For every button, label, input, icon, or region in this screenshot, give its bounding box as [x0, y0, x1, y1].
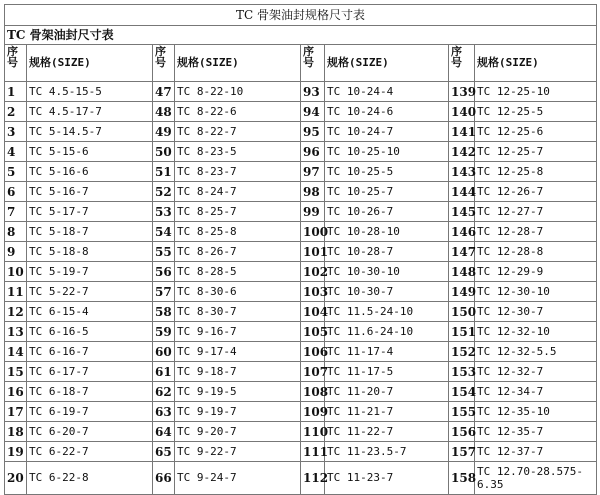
- table-row: [5, 182, 597, 202]
- seq-number: 64: [153, 422, 175, 442]
- header-seq: 序号: [5, 45, 27, 82]
- seq-number: 96: [301, 142, 325, 162]
- size-value: TC 5-22-7: [27, 282, 153, 302]
- table-row: [5, 302, 597, 322]
- seq-number: 142: [449, 142, 475, 162]
- seq-number: 13: [5, 322, 27, 342]
- seq-number: 95: [301, 122, 325, 142]
- table-body: [5, 82, 597, 495]
- size-value: TC 8-22-6: [175, 102, 301, 122]
- size-value: TC 5-14.5-7: [27, 122, 153, 142]
- size-value: TC 10-25-5: [325, 162, 449, 182]
- size-value: TC 12-32-5.5: [475, 342, 597, 362]
- seq-number: 14: [5, 342, 27, 362]
- header-size: 规格(SIZE): [175, 45, 301, 82]
- seq-number: 145: [449, 202, 475, 222]
- seq-number: 107: [301, 362, 325, 382]
- seq-number: 63: [153, 402, 175, 422]
- size-value: TC 4.5-15-5: [27, 82, 153, 102]
- seq-number: 3: [5, 122, 27, 142]
- seq-number: 154: [449, 382, 475, 402]
- size-value: TC 5-18-7: [27, 222, 153, 242]
- size-value: TC 5-18-8: [27, 242, 153, 262]
- seq-number: 66: [153, 462, 175, 495]
- size-value: TC 6-16-7: [27, 342, 153, 362]
- seq-number: 144: [449, 182, 475, 202]
- seq-number: 147: [449, 242, 475, 262]
- seq-number: 146: [449, 222, 475, 242]
- size-value: TC 10-26-7: [325, 202, 449, 222]
- seq-number: 11: [5, 282, 27, 302]
- size-value: TC 8-28-5: [175, 262, 301, 282]
- table-row: [5, 162, 597, 182]
- size-value: TC 9-19-5: [175, 382, 301, 402]
- table-row: [5, 222, 597, 242]
- size-value: TC 12-28-7: [475, 222, 597, 242]
- size-value: TC 12-30-7: [475, 302, 597, 322]
- seq-number: 108: [301, 382, 325, 402]
- table-row: [5, 322, 597, 342]
- size-value: TC 12-35-10: [475, 402, 597, 422]
- table-row: [5, 102, 597, 122]
- size-value: TC 12-25-10: [475, 82, 597, 102]
- size-value: TC 8-30-6: [175, 282, 301, 302]
- size-value: TC 11.5-24-10: [325, 302, 449, 322]
- seq-number: 155: [449, 402, 475, 422]
- size-value: TC 5-15-6: [27, 142, 153, 162]
- seq-number: 94: [301, 102, 325, 122]
- seq-number: 139: [449, 82, 475, 102]
- size-value: TC 9-18-7: [175, 362, 301, 382]
- seq-number: 48: [153, 102, 175, 122]
- size-value: TC 10-30-7: [325, 282, 449, 302]
- seq-number: 7: [5, 202, 27, 222]
- seq-number: 65: [153, 442, 175, 462]
- size-value: TC 12-30-10: [475, 282, 597, 302]
- seq-number: 110: [301, 422, 325, 442]
- seq-number: 111: [301, 442, 325, 462]
- size-value: TC 8-30-7: [175, 302, 301, 322]
- size-value: TC 5-17-7: [27, 202, 153, 222]
- header-seq: 序号: [153, 45, 175, 82]
- size-value: TC 6-16-5: [27, 322, 153, 342]
- size-value: TC 11-17-5: [325, 362, 449, 382]
- size-value: TC 12.70-28.575-6.35: [475, 462, 597, 495]
- seq-number: 4: [5, 142, 27, 162]
- size-value: TC 12-32-10: [475, 322, 597, 342]
- seq-number: 100: [301, 222, 325, 242]
- table-subtitle: TC 骨架油封尺寸表: [5, 26, 597, 45]
- size-value: TC 11-17-4: [325, 342, 449, 362]
- size-value: TC 12-25-7: [475, 142, 597, 162]
- seq-number: 53: [153, 202, 175, 222]
- size-value: TC 9-24-7: [175, 462, 301, 495]
- table-row: [5, 142, 597, 162]
- seq-number: 93: [301, 82, 325, 102]
- size-value: TC 6-22-7: [27, 442, 153, 462]
- size-value: TC 12-28-8: [475, 242, 597, 262]
- seq-number: 49: [153, 122, 175, 142]
- seq-number: 143: [449, 162, 475, 182]
- header-size: 规格(SIZE): [27, 45, 153, 82]
- table-title: TC 骨架油封规格尺寸表: [5, 5, 597, 26]
- seq-number: 151: [449, 322, 475, 342]
- table-row: [5, 382, 597, 402]
- size-value: TC 10-28-10: [325, 222, 449, 242]
- size-value: TC 9-17-4: [175, 342, 301, 362]
- table-row: [5, 202, 597, 222]
- size-value: TC 10-25-7: [325, 182, 449, 202]
- seq-number: 99: [301, 202, 325, 222]
- seq-number: 51: [153, 162, 175, 182]
- size-value: TC 6-18-7: [27, 382, 153, 402]
- seq-number: 16: [5, 382, 27, 402]
- size-value: TC 10-24-7: [325, 122, 449, 142]
- size-value: TC 9-20-7: [175, 422, 301, 442]
- seq-number: 18: [5, 422, 27, 442]
- size-value: TC 8-25-8: [175, 222, 301, 242]
- seq-number: 5: [5, 162, 27, 182]
- size-value: TC 12-25-8: [475, 162, 597, 182]
- spec-sheet: [4, 4, 596, 491]
- seq-number: 149: [449, 282, 475, 302]
- seq-number: 106: [301, 342, 325, 362]
- seq-number: 47: [153, 82, 175, 102]
- size-value: TC 5-16-7: [27, 182, 153, 202]
- seq-number: 101: [301, 242, 325, 262]
- seq-number: 104: [301, 302, 325, 322]
- size-value: TC 12-29-9: [475, 262, 597, 282]
- seq-number: 157: [449, 442, 475, 462]
- seq-number: 103: [301, 282, 325, 302]
- size-value: TC 12-26-7: [475, 182, 597, 202]
- header-size: 规格(SIZE): [475, 45, 597, 82]
- seq-number: 54: [153, 222, 175, 242]
- seq-number: 10: [5, 262, 27, 282]
- size-value: TC 10-24-4: [325, 82, 449, 102]
- size-value: TC 11-20-7: [325, 382, 449, 402]
- seq-number: 17: [5, 402, 27, 422]
- seq-number: 140: [449, 102, 475, 122]
- seq-number: 156: [449, 422, 475, 442]
- size-value: TC 12-32-7: [475, 362, 597, 382]
- size-value: TC 8-24-7: [175, 182, 301, 202]
- seq-number: 8: [5, 222, 27, 242]
- seq-number: 61: [153, 362, 175, 382]
- seq-number: 153: [449, 362, 475, 382]
- size-value: TC 8-23-7: [175, 162, 301, 182]
- table-row: [5, 122, 597, 142]
- size-value: TC 8-22-7: [175, 122, 301, 142]
- size-value: TC 12-25-6: [475, 122, 597, 142]
- size-value: TC 11-21-7: [325, 402, 449, 422]
- table-row: [5, 362, 597, 382]
- seq-number: 150: [449, 302, 475, 322]
- size-value: TC 12-27-7: [475, 202, 597, 222]
- table-row: [5, 462, 597, 495]
- size-value: TC 9-16-7: [175, 322, 301, 342]
- table-row: [5, 282, 597, 302]
- seq-number: 158: [449, 462, 475, 495]
- seq-number: 141: [449, 122, 475, 142]
- seq-number: 97: [301, 162, 325, 182]
- table-row: [5, 262, 597, 282]
- seq-number: 112: [301, 462, 325, 495]
- seq-number: 152: [449, 342, 475, 362]
- seq-number: 60: [153, 342, 175, 362]
- size-value: TC 11-23.5-7: [325, 442, 449, 462]
- size-value: TC 10-25-10: [325, 142, 449, 162]
- size-value: TC 6-17-7: [27, 362, 153, 382]
- size-value: TC 8-26-7: [175, 242, 301, 262]
- seq-number: 148: [449, 262, 475, 282]
- size-value: TC 6-22-8: [27, 462, 153, 495]
- seq-number: 50: [153, 142, 175, 162]
- size-value: TC 12-37-7: [475, 442, 597, 462]
- size-value: TC 10-28-7: [325, 242, 449, 262]
- size-value: TC 9-19-7: [175, 402, 301, 422]
- spec-table: [4, 4, 597, 495]
- table-row: [5, 342, 597, 362]
- table-row: [5, 82, 597, 102]
- size-value: TC 5-19-7: [27, 262, 153, 282]
- seq-number: 109: [301, 402, 325, 422]
- header-size: 规格(SIZE): [325, 45, 449, 82]
- seq-number: 15: [5, 362, 27, 382]
- size-value: TC 11-23-7: [325, 462, 449, 495]
- seq-number: 62: [153, 382, 175, 402]
- seq-number: 2: [5, 102, 27, 122]
- size-value: TC 12-34-7: [475, 382, 597, 402]
- table-row: [5, 242, 597, 262]
- table-row: [5, 402, 597, 422]
- seq-number: 20: [5, 462, 27, 495]
- size-value: TC 11-22-7: [325, 422, 449, 442]
- size-value: TC 10-30-10: [325, 262, 449, 282]
- size-value: TC 6-20-7: [27, 422, 153, 442]
- seq-number: 6: [5, 182, 27, 202]
- seq-number: 55: [153, 242, 175, 262]
- size-value: TC 8-25-7: [175, 202, 301, 222]
- table-row: [5, 422, 597, 442]
- size-value: TC 8-23-5: [175, 142, 301, 162]
- seq-number: 57: [153, 282, 175, 302]
- header-seq: 序号: [449, 45, 475, 82]
- seq-number: 1: [5, 82, 27, 102]
- size-value: TC 12-25-5: [475, 102, 597, 122]
- table-row: [5, 442, 597, 462]
- size-value: TC 10-24-6: [325, 102, 449, 122]
- seq-number: 56: [153, 262, 175, 282]
- seq-number: 9: [5, 242, 27, 262]
- size-value: TC 12-35-7: [475, 422, 597, 442]
- size-value: TC 6-19-7: [27, 402, 153, 422]
- column-header-row: [5, 45, 597, 82]
- seq-number: 59: [153, 322, 175, 342]
- seq-number: 52: [153, 182, 175, 202]
- seq-number: 58: [153, 302, 175, 322]
- seq-number: 98: [301, 182, 325, 202]
- seq-number: 19: [5, 442, 27, 462]
- size-value: TC 11.6-24-10: [325, 322, 449, 342]
- size-value: TC 6-15-4: [27, 302, 153, 322]
- seq-number: 102: [301, 262, 325, 282]
- header-seq: 序号: [301, 45, 325, 82]
- size-value: TC 4.5-17-7: [27, 102, 153, 122]
- seq-number: 105: [301, 322, 325, 342]
- seq-number: 12: [5, 302, 27, 322]
- size-value: TC 9-22-7: [175, 442, 301, 462]
- size-value: TC 5-16-6: [27, 162, 153, 182]
- size-value: TC 8-22-10: [175, 82, 301, 102]
